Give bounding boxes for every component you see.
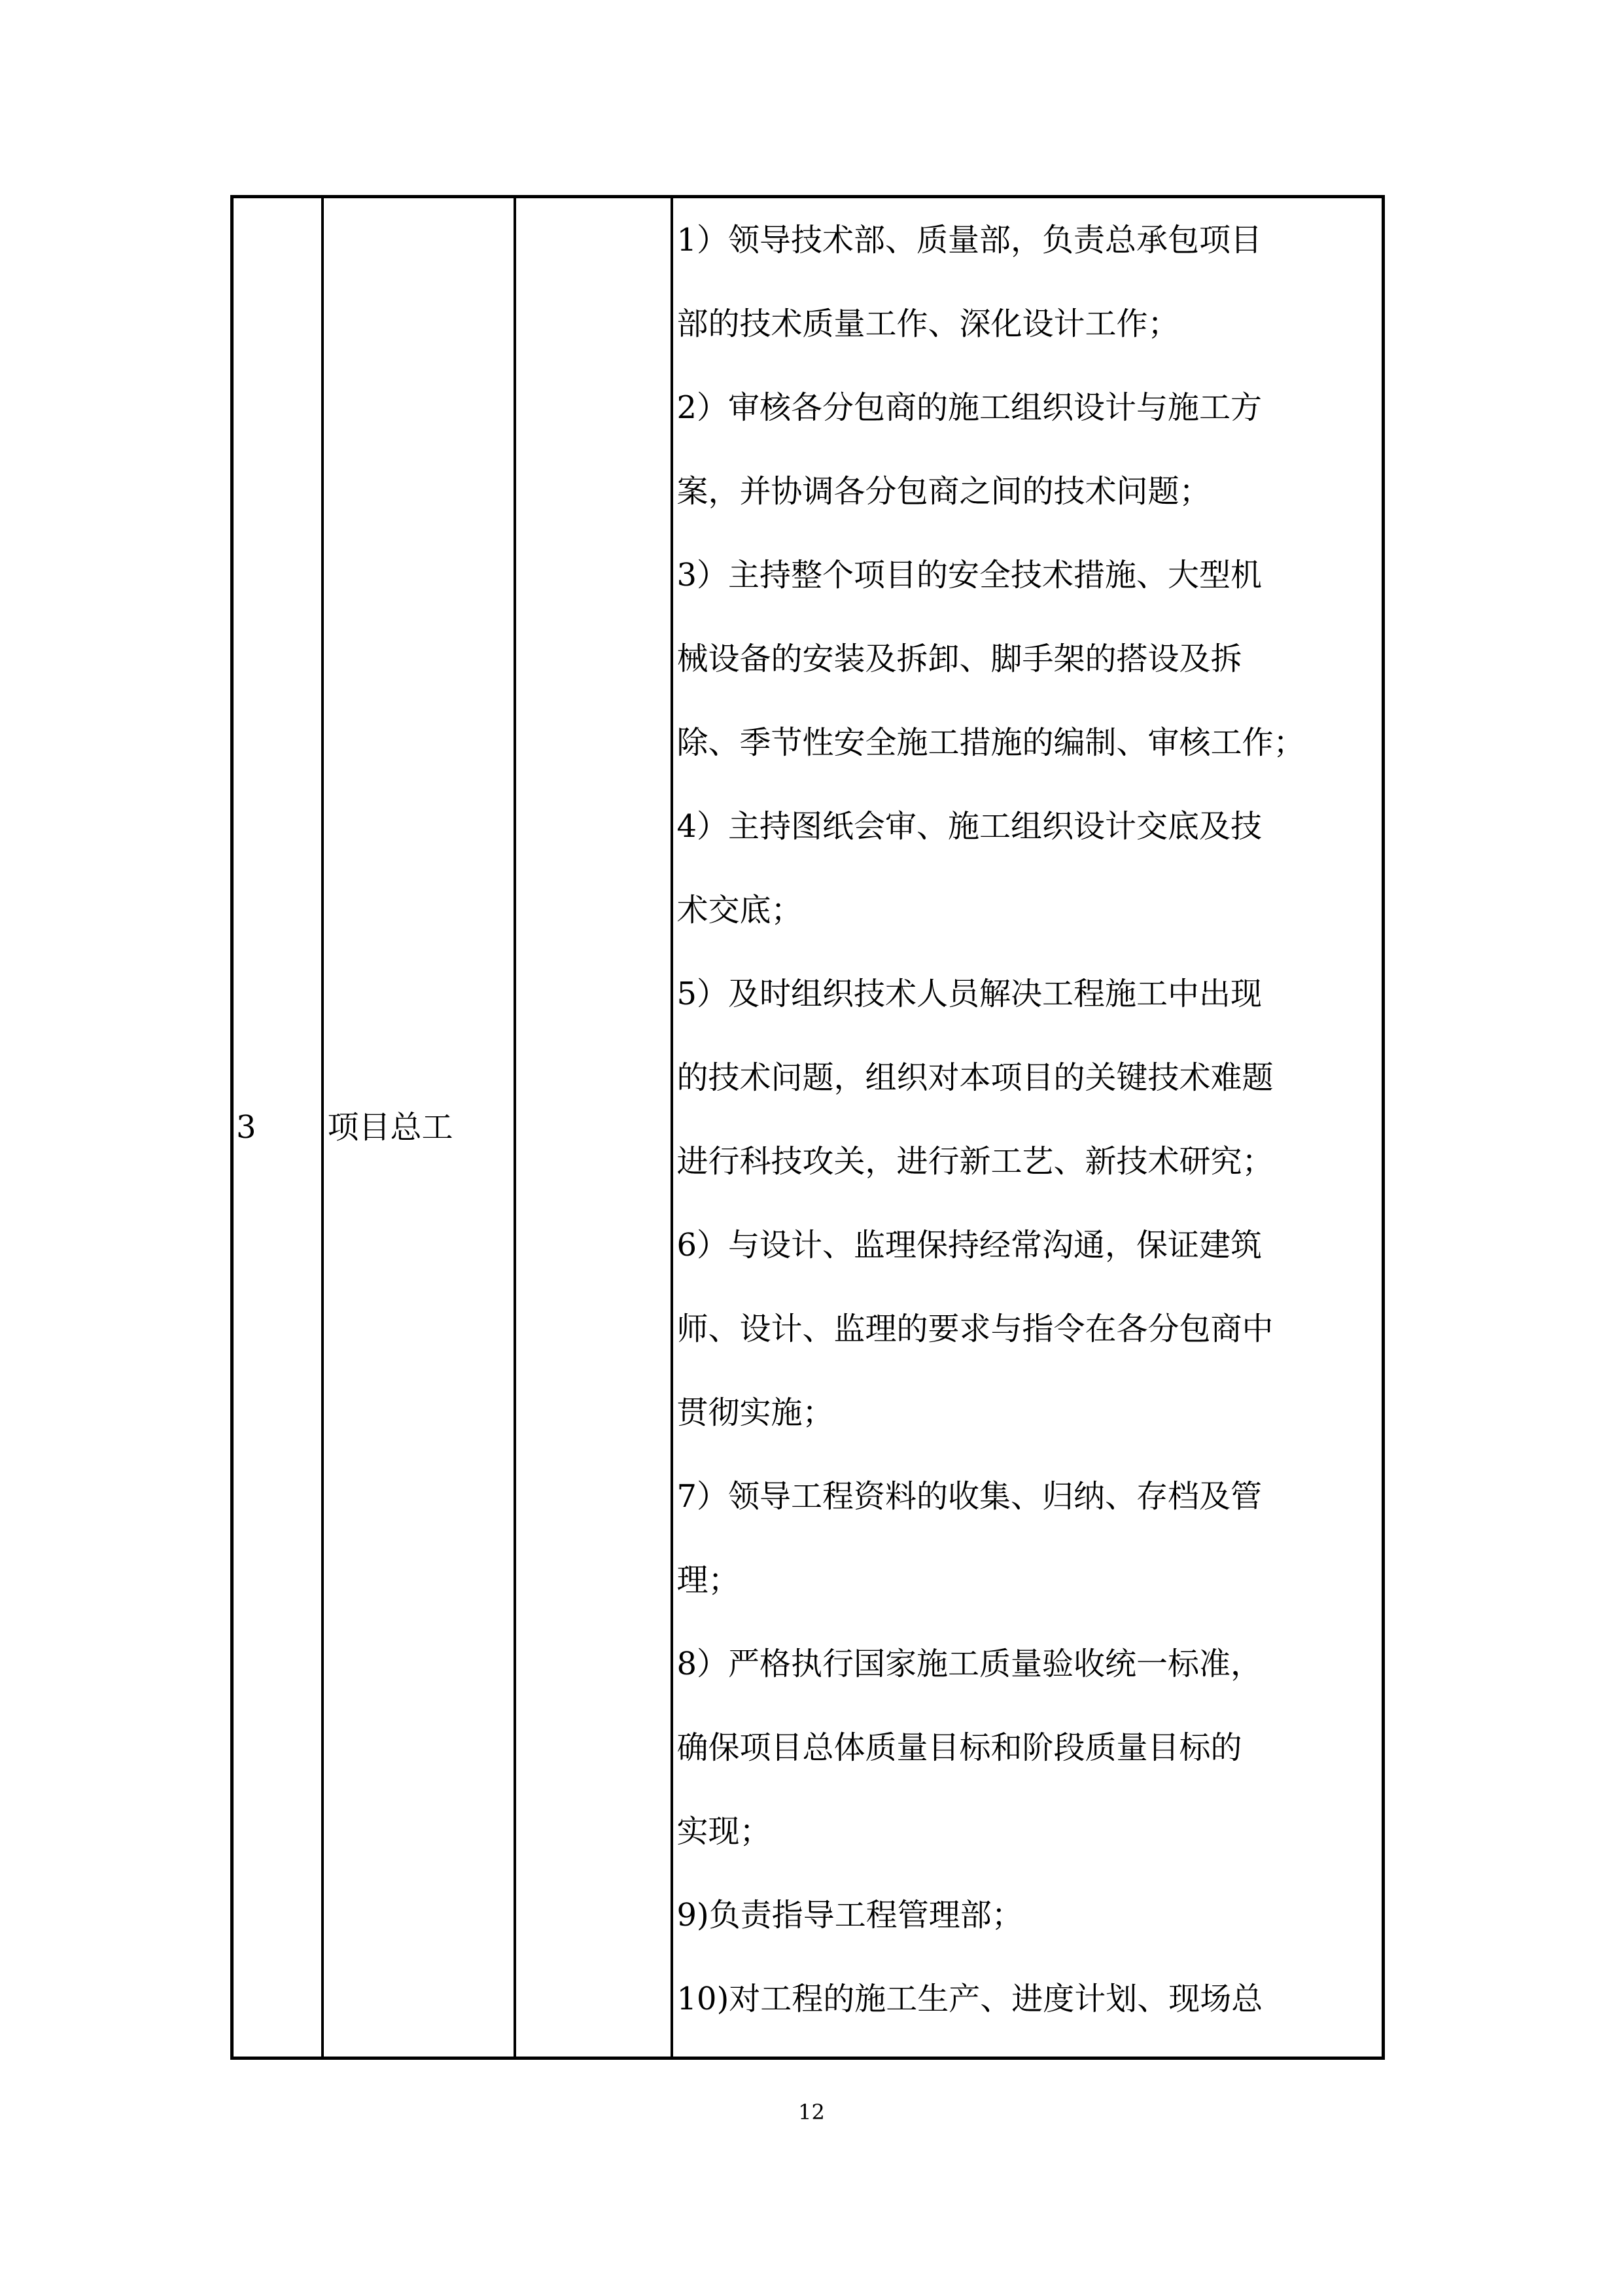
duty-line: 案，并协调各分包商之间的技术问题； bbox=[676, 473, 1211, 510]
duty-line: 1）领导技术部、质量部，负责总承包项目 bbox=[676, 222, 1263, 258]
duty-line: 除、季节性安全施工措施的编制、审核工作； bbox=[676, 724, 1305, 761]
duty-line: 实现； bbox=[676, 1813, 771, 1850]
duty-line: 9)负责指导工程管理部； bbox=[676, 1897, 1023, 1934]
duties-cell bbox=[672, 197, 1384, 2058]
role-title-cell: 项目总工 bbox=[323, 197, 515, 2058]
duty-line: 确保项目总体质量目标和阶段质量目标的 bbox=[676, 1729, 1242, 1766]
duty-line: 7）领导工程资料的收集、归纳、存档及管 bbox=[676, 1478, 1263, 1515]
table-row bbox=[232, 197, 1384, 2058]
duty-line: 10)对工程的施工生产、进度计划、现场总 bbox=[676, 1981, 1263, 2017]
duty-line: 械设备的安装及拆卸、脚手架的搭设及拆 bbox=[676, 641, 1242, 677]
page-number: 12 bbox=[798, 2100, 825, 2125]
duty-line: 8）严格执行国家施工质量验收统一标准， bbox=[676, 1646, 1263, 1682]
duty-line: 术交底； bbox=[676, 892, 803, 928]
empty-cell bbox=[515, 197, 672, 2058]
duty-line: 部的技术质量工作、深化设计工作； bbox=[676, 306, 1179, 342]
duty-line: 5）及时组织技术人员解决工程施工中出现 bbox=[676, 976, 1263, 1012]
row-number-cell: 3 bbox=[232, 197, 323, 2058]
responsibility-table bbox=[230, 195, 1385, 2060]
duty-line: 进行科技攻关，进行新工艺、新技术研究； bbox=[676, 1143, 1274, 1180]
duty-line: 4）主持图纸会审、施工组织设计交底及技 bbox=[676, 808, 1263, 845]
duty-line: 理； bbox=[676, 1562, 740, 1598]
duty-line: 2）审核各分包商的施工组织设计与施工方 bbox=[676, 389, 1263, 426]
duty-line: 的技术问题，组织对本项目的关键技术难题 bbox=[676, 1059, 1274, 1096]
duty-line: 师、设计、监理的要求与指令在各分包商中 bbox=[676, 1311, 1274, 1347]
duty-line: 贯彻实施； bbox=[676, 1394, 834, 1431]
duty-line: 3）主持整个项目的安全技术措施、大型机 bbox=[676, 557, 1263, 593]
duty-line: 6）与设计、监理保持经常沟通，保证建筑 bbox=[676, 1227, 1263, 1263]
